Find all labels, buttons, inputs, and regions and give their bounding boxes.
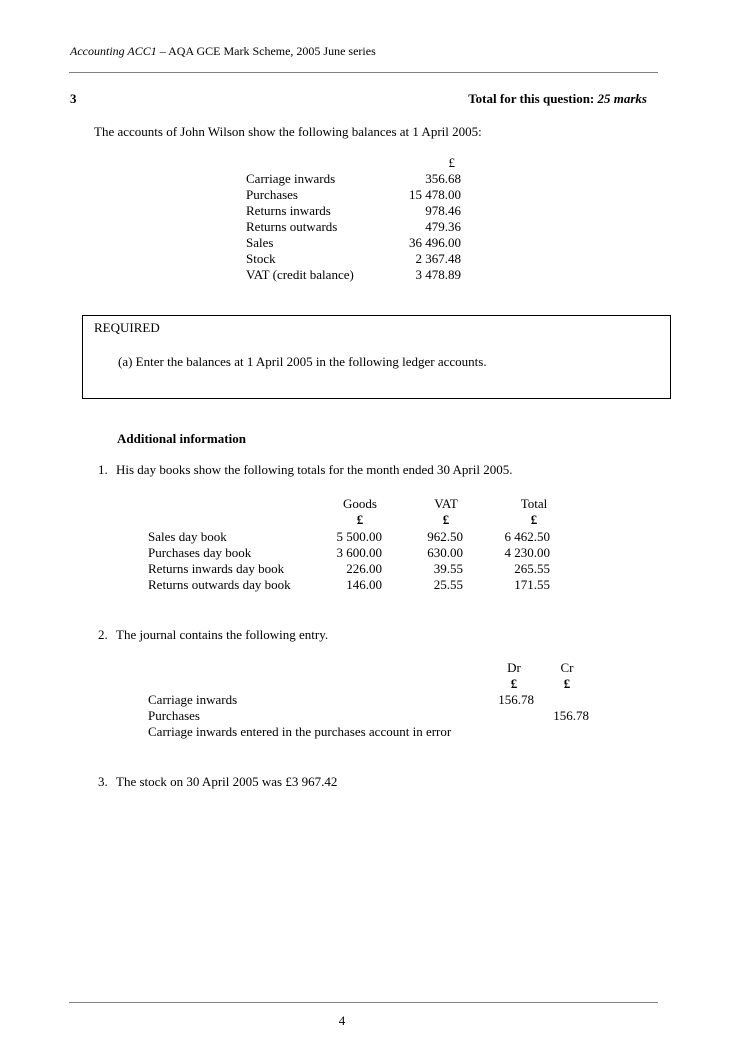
journal-row1-dr: 156.78 <box>498 692 534 707</box>
col-currency-total: £ <box>530 512 538 527</box>
daybook-total: 171.55 <box>514 577 550 592</box>
balance-value: 978.46 <box>425 203 461 218</box>
daybook-goods: 226.00 <box>346 561 382 576</box>
item3-number: 3. <box>98 774 108 789</box>
balance-value: 3 478.89 <box>415 267 461 282</box>
balance-value: 356.68 <box>425 171 461 186</box>
item2-text: The journal contains the following entry. <box>116 627 329 642</box>
page-number: 4 <box>338 1013 346 1028</box>
daybook-label: Returns outwards day book <box>148 577 291 592</box>
daybook-label: Sales day book <box>148 529 227 544</box>
daybook-label: Returns inwards day book <box>148 561 285 576</box>
balance-value: 15 478.00 <box>409 187 461 202</box>
intro-text: The accounts of John Wilson show the following balances at 1 April 2005: <box>94 124 482 139</box>
balance-label: Returns outwards <box>246 219 338 234</box>
header-subject: Accounting ACC1 <box>70 44 157 58</box>
total-marks: 25 marks <box>597 91 647 106</box>
daybook-total: 4 230.00 <box>504 545 550 560</box>
col-currency-vat: £ <box>442 512 450 527</box>
journal-cr-currency: £ <box>563 676 571 691</box>
total-label: Total for this question: <box>468 91 598 106</box>
question-number: 3 <box>70 91 77 106</box>
item1-text: His day books show the following totals for the month ended 30 April 2005. <box>116 462 513 477</box>
daybook-goods: 5 500.00 <box>336 529 382 544</box>
balance-label: Sales <box>246 235 274 250</box>
item1-number: 1. <box>98 462 108 477</box>
footer-rule <box>69 1002 658 1003</box>
balance-label: Returns inwards <box>246 203 331 218</box>
journal-cr-header: Cr <box>560 660 574 675</box>
item3-text: The stock on 30 April 2005 was £3 967.42 <box>116 774 338 789</box>
daybook-vat: 39.55 <box>433 561 463 576</box>
journal-row2-label: Purchases <box>148 708 200 723</box>
header-rule <box>69 72 658 73</box>
daybook-total: 265.55 <box>514 561 550 576</box>
col-header-total: Total <box>520 496 548 511</box>
journal-dr-currency: £ <box>510 676 518 691</box>
page-header <box>70 44 376 59</box>
balance-label: Purchases <box>246 187 298 202</box>
balance-label: VAT (credit balance) <box>246 267 354 282</box>
journal-narrative: Carriage inwards entered in the purchases account in error <box>148 724 452 739</box>
daybook-vat: 962.50 <box>427 529 463 544</box>
col-header-goods: Goods <box>343 496 377 511</box>
balance-label: Stock <box>246 251 276 266</box>
journal-dr-header: Dr <box>507 660 521 675</box>
question-total <box>468 91 647 107</box>
daybook-vat: 630.00 <box>427 545 463 560</box>
journal-row1-label: Carriage inwards <box>148 692 238 707</box>
required-heading: REQUIRED <box>94 320 160 335</box>
daybook-vat: 25.55 <box>433 577 463 592</box>
balances-currency: £ <box>448 155 455 170</box>
balance-value: 479.36 <box>425 219 461 234</box>
col-header-vat: VAT <box>434 496 458 511</box>
col-currency-goods: £ <box>356 512 364 527</box>
item2-number: 2. <box>98 627 108 642</box>
header-rest: – AQA GCE Mark Scheme, 2005 June series <box>156 44 376 58</box>
balance-value: 36 496.00 <box>409 235 461 250</box>
journal-row2-cr: 156.78 <box>553 708 589 723</box>
additional-heading: Additional information <box>117 431 246 446</box>
balance-value: 2 367.48 <box>415 251 461 266</box>
daybook-goods: 3 600.00 <box>336 545 382 560</box>
balance-label: Carriage inwards <box>246 171 336 186</box>
daybook-goods: 146.00 <box>346 577 382 592</box>
daybook-total: 6 462.50 <box>504 529 550 544</box>
required-text: (a) Enter the balances at 1 April 2005 in the following ledger accounts. <box>118 354 487 369</box>
daybook-label: Purchases day book <box>148 545 252 560</box>
